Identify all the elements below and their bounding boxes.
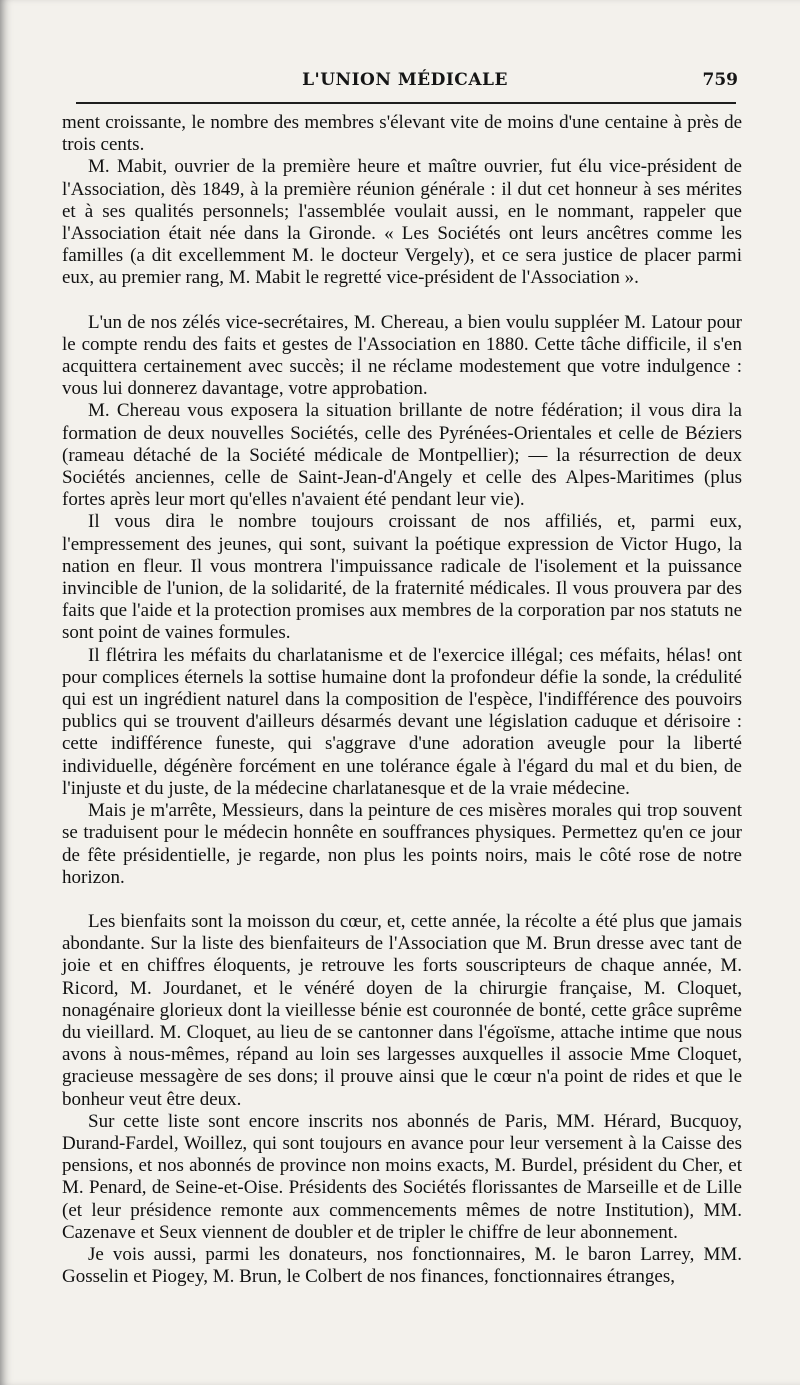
running-title: L'UNION MÉDICALE [302, 70, 508, 90]
paragraph-7: Mais je m'arrête, Messieurs, dans la peinture de ces misères morales qui trop souvent se traduisent pour le médecin honnête en souffrances physiques. Permettez qu'en ce jour de fête présidentielle, je regarde, non plus les points noirs, mais le côté rose de notre horizon. [62, 800, 742, 888]
paragraph-3: L'un de nos zélés vice-secrétaires, M. Chereau, a bien voulu suppléer M. Latour pour le compte rendu des faits et gestes de l'Association en 1880. Cette tâche difficile, il s'en acquittera certainement avec succès; il ne réclame modestement que votre indulgence : vous lui donnerez davantage, votre approbation. [62, 311, 742, 400]
paragraph-8: Les bienfaits sont la moisson du cœur, et, cette année, la récolte a été plus que jamais abondante. Sur la liste des bienfaiteurs de l'Association que M. Brun dresse avec tant de joie et en chiffres éloquents, je retrouve les forts souscripteurs de chaque année, M. Ricord, M. Jourdanet, et le vénéré doyen de la chirurgie française, M. Cloquet, nonagénaire glorieux dont la vieillesse bénie est couronnée de bonté, cette grâce suprême du vieillard. M. Cloquet, au lieu de se cantonner dans l'égoïsme, attache intime que nous avons à nous-mêmes, répand au loin ses largesses auxquelles il associe Mme Cloquet, gracieuse messagère de ses dons; il prouve ainsi que le cœur n'a point de rides et que le bonheur veut être deux. [62, 910, 742, 1110]
paragraph-10: Je vois aussi, parmi les donateurs, nos fonctionnaires, M. le baron Larrey, MM. Gosselin et Piogey, M. Brun, le Colbert de nos finances, fonctionnaires étranges, [62, 1243, 742, 1288]
paragraph-2: M. Mabit, ouvrier de la première heure et maître ouvrier, fut élu vice-président de l'Association, dès 1849, à la première réunion générale : il dut cet honneur à ses mérites et à ses qualités personnels; l'assemblée voulait aussi, en le nommant, rappeler que l'Association était née dans la Gironde. « Les Sociétés ont leurs ancêtres comme les familles (a dit excellemment M. le docteur Vergely), et ce sera justice de placer parmi eux, au premier rang, M. Mabit le regretté vice-président de l'Association ». [62, 156, 742, 289]
running-header [70, 70, 740, 92]
paragraph-5: Il vous dira le nombre toujours croissant de nos affiliés, et, parmi eux, l'empressement des jeunes, qui sont, suivant la poétique expression de Victor Hugo, la nation en fleur. Il vous montrera l'impuissance radicale de l'isolement et la puissance invincible de l'union, de la solidarité, de la fraternité médicales. Il vous prouvera par des faits que l'aide et la protection promises aux membres de la corporation par nos statuts ne sont point de vaines formules. [62, 511, 742, 644]
header-rule [76, 102, 736, 104]
paragraph-1: ment croissante, le nombre des membres s'élevant vite de moins d'une centaine à près de trois cents. [62, 112, 742, 156]
body-text [62, 112, 742, 1288]
paragraph-9: Sur cette liste sont encore inscrits nos abonnés de Paris, MM. Hérard, Bucquoy, Durand-Fardel, Woillez, qui sont toujours en avance pour leur versement à la Caisse des pensions, et nos abonnés de province non moins exacts, M. Burdel, président du Cher, et M. Penard, de Seine-et-Oise. Présidents des Sociétés florissantes de Marseille et de Lille (et leur présidence remonte aux commencements mêmes de notre Institution), MM. Cazenave et Seux viennent de doubler et de tripler le chiffre de leur abonnement. [62, 1110, 742, 1243]
paragraph-6: Il flétrira les méfaits du charlatanisme et de l'exercice illégal; ces méfaits, hélas! ont pour complices éternels la sottise humaine dont la profondeur défie la sonde, la crédulité qui est un ingrédient naturel dans la composition de l'espèce, l'indifférence des pouvoirs publics qui se trouvent d'ailleurs désarmés devant une législation caduque et dérisoire : cette indifférence funeste, qui s'aggrave d'une adoration aveugle pour la liberté individuelle, dégénère forcément en une tolérance égale à l'égard du mal et du bien, de l'injuste et du juste, de la médecine charlatanesque et de la vraie médecine. [62, 644, 742, 799]
paragraph-4: M. Chereau vous exposera la situation brillante de notre fédération; il vous dira la formation de deux nouvelles Sociétés, celle des Pyrénées-Orientales et celle de Béziers (rameau détaché de la Société médicale de Montpellier); — la résurrection de deux Sociétés anciennes, celle de Saint-Jean-d'Angely et celle des Alpes-Maritimes (plus fortes après leur mort qu'elles n'avaient été pendant leur vie). [62, 400, 742, 511]
page-number: 759 [702, 70, 738, 90]
